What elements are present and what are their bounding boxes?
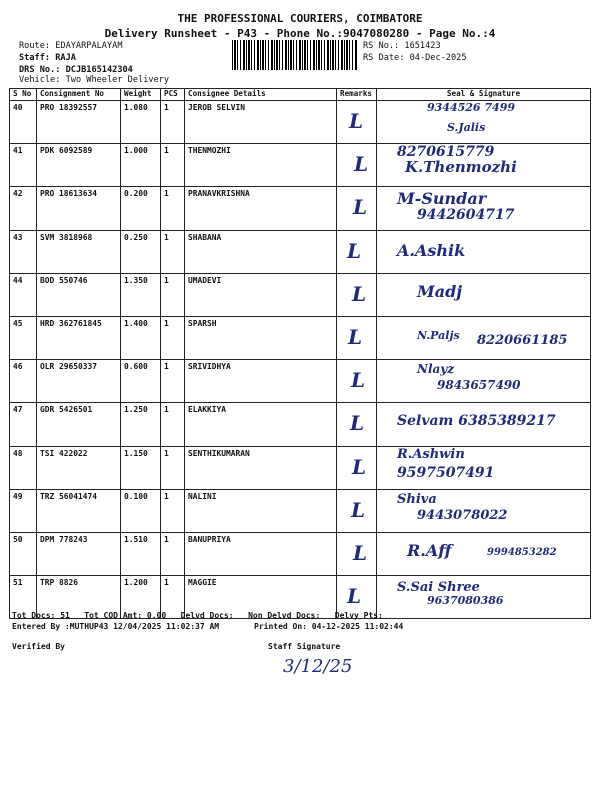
non-delvd-docs-label: Non Delvd Docs: [248,611,321,620]
cell-remarks [337,489,377,532]
totals-line [12,611,383,620]
cell-pcs: 1 [161,403,185,446]
remark-tick-mark: L [348,324,363,349]
tot-cod-label: Tot COD Amt: [84,611,143,620]
remark-tick-mark: L [353,195,368,220]
handwritten-signature: Shiva [397,491,437,507]
remark-tick-mark: L [353,540,368,565]
cell-remarks [337,446,377,489]
cell-remarks [337,101,377,144]
remark-tick-mark: L [352,281,367,306]
cell-consignee: JEROB SELVIN [185,101,337,144]
cell-consignee: THENMOZHI [185,144,337,187]
table-row [10,273,591,316]
cell-pcs: 1 [161,532,185,575]
cell-signature [377,489,591,532]
rs-no-value: 1651423 [404,41,441,51]
company-title: THE PROFESSIONAL COURIERS, COIMBATORE [177,12,423,25]
cell-consignment: TRP 8826 [37,576,121,619]
cell-consignee: SENTHIKUMARAN [185,446,337,489]
delvd-docs-label: Delvd Docs: [180,611,234,620]
handwritten-signature: S.Sai Shree [397,580,480,596]
cell-consignee: SPARSH [185,316,337,359]
cell-signature [377,360,591,403]
cell-consignment: GDR 5426501 [37,403,121,446]
staff-line [19,53,76,63]
cell-remarks [337,273,377,316]
cell-weight: 1.510 [121,532,161,575]
handwritten-signature: 9597507491 [397,464,495,481]
cell-consignee: SRIVIDHYA [185,360,337,403]
cell-consignee: MAGGIE [185,576,337,619]
cell-consignment: OLR 29650337 [37,360,121,403]
tot-cod-value: 0.00 [146,611,167,620]
cell-weight: 1.250 [121,403,161,446]
cell-consignment: HRD 362761845 [37,316,121,359]
cell-signature [377,273,591,316]
cell-consignee: BANUPRIYA [185,532,337,575]
cell-sno: 41 [10,144,37,187]
cell-weight: 0.250 [121,230,161,273]
col-header-sno: S No [10,89,37,101]
cell-weight: 0.100 [121,489,161,532]
cell-sno: 49 [10,489,37,532]
table-row [10,144,591,187]
table-row [10,489,591,532]
handwritten-signature: N.Paljs [417,328,460,342]
cell-signature [377,576,591,619]
cell-consignment: SVM 3818968 [37,230,121,273]
cell-remarks [337,187,377,230]
handwritten-signature: 8270615779 [397,144,495,161]
cell-signature [377,446,591,489]
col-header-remarks: Remarks [337,89,377,101]
handwritten-signature: K.Thenmozhi [405,158,517,177]
cell-sno: 43 [10,230,37,273]
cell-consignment: PRO 18613634 [37,187,121,230]
col-header-pcs: PCS [161,89,185,101]
drs-value: DCJB165142304 [65,65,133,75]
vehicle-label: Vehicle: [19,75,61,85]
cell-consignment: BOD 550746 [37,273,121,316]
cell-sno: 51 [10,576,37,619]
cell-weight: 1.150 [121,446,161,489]
handwritten-date: 3/12/25 [283,656,353,677]
cell-remarks [337,360,377,403]
runsheet-table [9,88,591,619]
printed-on: Printed On: 04-12-2025 11:02:44 [254,622,404,631]
vehicle-line [19,75,169,85]
table-row [10,403,591,446]
col-header-consignee: Consignee Details [185,89,337,101]
cell-consignee: UMADEVI [185,273,337,316]
cell-sno: 50 [10,532,37,575]
runsheet-subtitle: Delivery Runsheet - P43 - Phone No.:9047080280 - Page No.:4 [104,27,496,40]
entered-by: Entered By :MUTHUP43 12/04/2025 11:02:37 AM [12,622,220,631]
col-header-consignment: Consignment No [37,89,121,101]
handwritten-signature: 9637080386 [427,594,504,608]
cell-remarks [337,230,377,273]
handwritten-signature: S.Jalis [447,121,486,134]
cell-signature [377,532,591,575]
vehicle-value: Two Wheeler Delivery [65,75,170,85]
rs-date-line [363,53,467,63]
remark-tick-mark: L [354,152,369,177]
remark-tick-mark: L [351,368,366,393]
handwritten-signature: 9994853282 [487,546,557,558]
staff-value: RAJA [55,53,76,63]
cell-pcs: 1 [161,230,185,273]
cell-sno: 46 [10,360,37,403]
cell-remarks [337,532,377,575]
handwritten-signature: M-Sundar [397,189,487,209]
cell-signature [377,230,591,273]
remark-tick-mark: L [351,497,366,522]
cell-weight: 1.080 [121,101,161,144]
handwritten-signature: 9843657490 [437,378,521,393]
route-line [19,41,123,51]
cell-consignee: PRANAVKRISHNA [185,187,337,230]
handwritten-signature: Madj [417,281,463,301]
remark-tick-mark: L [347,584,362,609]
cell-weight: 1.200 [121,576,161,619]
cell-weight: 1.000 [121,144,161,187]
cell-remarks [337,144,377,187]
cell-sno: 40 [10,101,37,144]
table-row [10,532,591,575]
rs-date-label: RS Date: [363,53,405,63]
cell-consignment: TRZ 56041474 [37,489,121,532]
cell-sno: 42 [10,187,37,230]
cell-consignment: PDK 6092589 [37,144,121,187]
cell-weight: 0.600 [121,360,161,403]
cell-weight: 1.350 [121,273,161,316]
cell-pcs: 1 [161,101,185,144]
handwritten-signature: 9442604717 [417,207,515,224]
tot-docs-value: 51 [60,611,70,620]
cell-pcs: 1 [161,489,185,532]
remark-tick-mark: L [350,411,365,436]
drs-label: DRS No.: [19,65,61,75]
rs-no-line [363,41,441,51]
cell-signature [377,403,591,446]
cell-consignee: ELAKKIYA [185,403,337,446]
rs-date-value: 04-Dec-2025 [409,53,467,63]
route-label: Route: [19,41,51,51]
cell-signature [377,144,591,187]
table-header-row [10,89,591,101]
route-value: EDAYARPALAYAM [55,41,123,51]
cell-pcs: 1 [161,316,185,359]
cell-pcs: 1 [161,273,185,316]
tot-docs-label: Tot Docs: [12,611,56,620]
cell-consignee: SHABANA [185,230,337,273]
cell-consignment: TSI 422022 [37,446,121,489]
table-row [10,446,591,489]
cell-signature [377,187,591,230]
staff-label: Staff: [19,53,51,63]
table-row [10,187,591,230]
table-row [10,230,591,273]
handwritten-signature: R.Ashwin [397,446,465,462]
handwritten-signature: Nlayz [417,362,455,377]
verified-by: Verified By [12,642,65,651]
cell-weight: 1.400 [121,316,161,359]
handwritten-signature: A.Ashik [397,240,466,260]
table-row [10,316,591,359]
handwritten-signature: 9443078022 [417,507,508,523]
staff-signature-label: Staff Signature [268,642,341,651]
rs-no-label: RS No.: [363,41,400,51]
handwritten-signature: 9344526 7499 [427,101,516,114]
handwritten-signature: 8220661185 [477,332,568,348]
col-header-weight: Weight [121,89,161,101]
table-row [10,360,591,403]
cell-sno: 47 [10,403,37,446]
cell-pcs: 1 [161,187,185,230]
table-row [10,101,591,144]
cell-consignment: DPM 778243 [37,532,121,575]
handwritten-signature: R.Aff [407,540,452,560]
drs-line [19,65,133,75]
cell-signature [377,101,591,144]
remark-tick-mark: L [349,109,364,133]
cell-pcs: 1 [161,576,185,619]
barcode [232,40,358,70]
delvy-pts-label: Delvy Pts: [334,611,383,620]
cell-sno: 45 [10,316,37,359]
col-header-signature: Seal & Signature [377,89,591,101]
cell-sno: 48 [10,446,37,489]
cell-weight: 0.200 [121,187,161,230]
cell-pcs: 1 [161,144,185,187]
remark-tick-mark: L [347,238,362,263]
cell-pcs: 1 [161,446,185,489]
cell-signature [377,316,591,359]
cell-remarks [337,316,377,359]
cell-pcs: 1 [161,360,185,403]
handwritten-signature: Selvam 6385389217 [397,413,556,430]
cell-consignee: NALINI [185,489,337,532]
remark-tick-mark: L [352,454,367,479]
cell-sno: 44 [10,273,37,316]
cell-consignment: PRO 18392557 [37,101,121,144]
cell-remarks [337,403,377,446]
